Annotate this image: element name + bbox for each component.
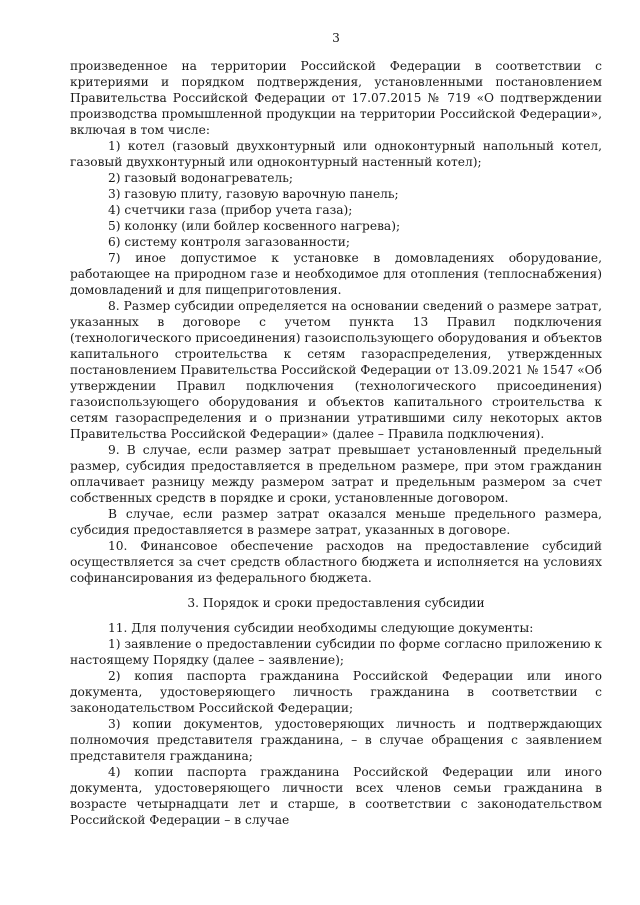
- paragraph: 5) колонку (или бойлер косвенного нагрева);: [108, 219, 401, 233]
- section-heading: 3. Порядок и сроки предоставления субсидии: [187, 596, 485, 610]
- page-number: 3: [332, 31, 340, 45]
- paragraph: В случае, если размер затрат оказался меньше предельного размера, субсидия предоставляется в размере затрат, указанных в договоре.: [70, 507, 602, 537]
- paragraph: 1) котел (газовый двухконтурный или одноконтурный напольный котел, газовый двухконтурный или одноконтурный настенный котел);: [70, 139, 602, 169]
- paragraph: 6) систему контроля загазованности;: [108, 235, 350, 249]
- document-body: [70, 58, 602, 828]
- paragraph: 4) копии паспорта гражданина Российской Федерации или иного документа, удостоверяющего личности всех членов семьи гражданина в возрасте четырнадцати лет и старше, в соответствии с законодательством Российской Федерации – в случае: [70, 765, 602, 827]
- paragraph: 7) иное допустимое к установке в домовладениях оборудование, работающее на природном газе и необходимое для отопления (теплоснабжения) домовладений и для пищеприготовления.: [70, 251, 602, 297]
- paragraph: 2) копия паспорта гражданина Российской Федерации или иного документа, удостоверяющего личность гражданина в соответствии с законодательством Российской Федерации;: [70, 669, 602, 715]
- paragraph: 3) копии документов, удостоверяющих личность и подтверждающих полномочия представителя гражданина, – в случае обращения с заявлением представителя гражданина;: [70, 717, 602, 763]
- paragraph: 9. В случае, если размер затрат превышает установленный предельный размер, субсидия предоставляется в предельном размере, при этом гражданин оплачивает разницу между размером затрат и предельным размером за счет собственных средств в порядке и сроки, установленные договором.: [70, 443, 602, 505]
- paragraph: 4) счетчики газа (прибор учета газа);: [108, 203, 353, 217]
- paragraph: 10. Финансовое обеспечение расходов на предоставление субсидий осуществляется за счет средств областного бюджета и исполняется на условиях софинансирования из федерального бюджета.: [70, 539, 602, 585]
- section-spacer: [70, 586, 602, 595]
- paragraph: 3) газовую плиту, газовую варочную панель;: [108, 187, 399, 201]
- paragraph: произведенное на территории Российской Федерации в соответствии с критериями и порядком подтверждения, установленными постановлением Правительства Российской Федерации от 17.07.2015 № 719 «О подтверждении производства промышленной продукции на территории Российской Федерации», включая в том числе:: [70, 59, 602, 137]
- section-spacer: [70, 611, 602, 620]
- paragraph: 8. Размер субсидии определяется на основании сведений о размере затрат, указанных в договоре с учетом пункта 13 Правил подключения (технологического присоединения) газоиспользующего оборудования и объектов капитального строительства к сетям газораспределения, утвержденных постановлением Правительства Российской Федерации от 13.09.2021 № 1547 «Об утверждении Правил подключения (технологического присоединения) газоиспользующего оборудования и объектов капитального строительства к сетям газораспределения и о признании утратившими силу некоторых актов Правительства Российской Федерации» (далее – Правила подключения).: [70, 299, 602, 441]
- paragraph: 11. Для получения субсидии необходимы следующие документы:: [108, 621, 534, 635]
- paragraph: 2) газовый водонагреватель;: [108, 171, 293, 185]
- paragraph: 1) заявление о предоставлении субсидии по форме согласно приложению к настоящему Порядку (далее – заявление);: [70, 637, 602, 667]
